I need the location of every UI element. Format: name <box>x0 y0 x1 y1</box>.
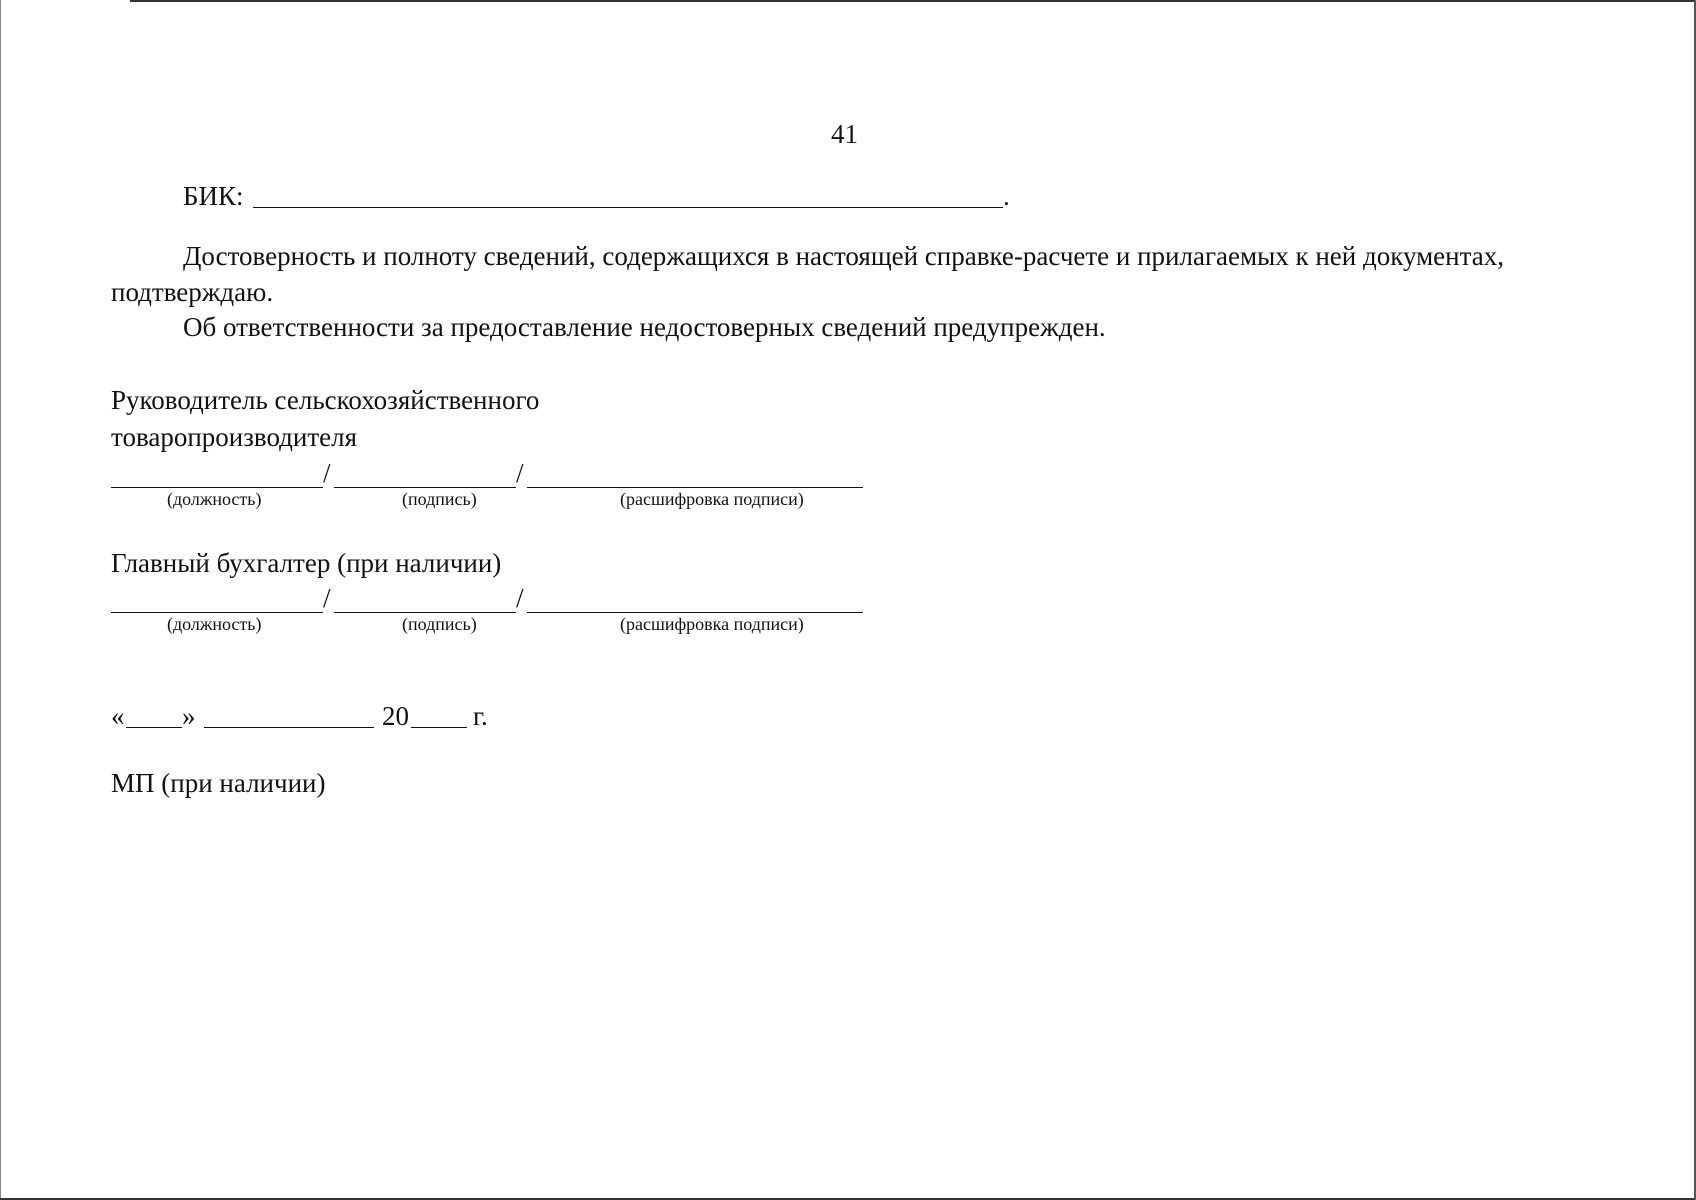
bik-line-end: . <box>1003 181 1010 211</box>
head-caption-decoding: (расшифровка подписи) <box>620 489 804 509</box>
head-slash-2: / <box>516 458 524 488</box>
stamp-label: МП (при наличии) <box>111 768 326 798</box>
accountant-caption-signature: (подпись) <box>402 614 477 634</box>
scan-edge-left <box>0 0 1 1200</box>
scan-edge-top <box>130 0 1696 2</box>
date-month-line <box>204 727 374 728</box>
date-day-line <box>126 727 182 728</box>
head-caption-signature: (подпись) <box>402 489 477 509</box>
bik-field-line <box>253 207 1003 208</box>
accountant-slash-1: / <box>323 583 331 613</box>
head-caption-position: (должность) <box>167 489 262 509</box>
accountant-caption-position: (должность) <box>167 614 262 634</box>
bik-label: БИК: <box>183 181 244 211</box>
paragraph-confirmation: Достоверность и полноту сведений, содержащихся в настоящей справке-расчете и прилагаемых к ней документах, <box>183 241 1504 271</box>
date-year-suffix: г. <box>473 701 488 731</box>
date-open-quote: « <box>111 701 125 731</box>
head-slash-1: / <box>323 458 331 488</box>
head-title-line1: Руководитель сельскохозяйственного <box>111 385 540 415</box>
accountant-caption-decoding: (расшифровка подписи) <box>620 614 804 634</box>
head-title-line2: товаропроизводителя <box>111 422 358 452</box>
date-year-line <box>411 727 467 728</box>
page-number: 41 <box>831 119 858 149</box>
accountant-slash-2: / <box>516 583 524 613</box>
paragraph-confirmation-cont: подтверждаю. <box>111 277 274 307</box>
paragraph-responsibility: Об ответственности за предоставление недостоверных сведений предупрежден. <box>183 312 1106 342</box>
date-year-prefix: 20 <box>382 701 409 731</box>
date-close-quote: » <box>182 701 196 731</box>
accountant-title: Главный бухгалтер (при наличии) <box>111 548 502 578</box>
